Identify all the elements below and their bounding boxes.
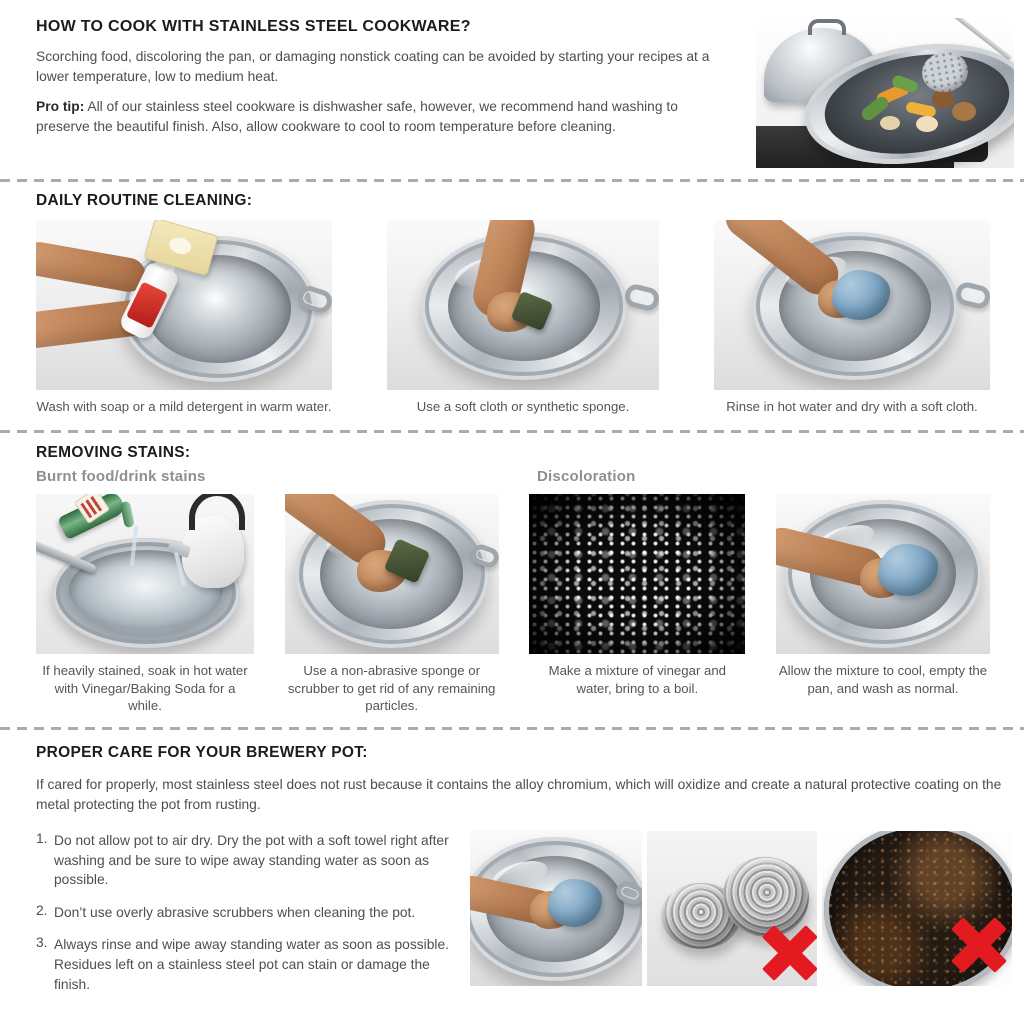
list-text: Do not allow pot to air dry. Dry the pot with a soft towel right after washing and be sure to wipe away standing water as soon as possible. (54, 833, 449, 888)
photo-wok-stirfry (756, 18, 1014, 168)
step-caption: Allow the mixture to cool, empty the pan, and wash as normal. (778, 663, 988, 696)
hand-arm (36, 239, 148, 294)
step-caption: Use a non-abrasive sponge or scrubber to get rid of any remaining particles. (287, 663, 496, 714)
stain-steps-row (36, 494, 990, 715)
list-item (36, 831, 460, 890)
vinegar-bottle-icon (57, 494, 127, 540)
photo-wipe-cool-pan (776, 494, 990, 654)
list-item (36, 935, 460, 994)
photo-boiling-mixture (529, 494, 745, 654)
dark-vignette (529, 494, 745, 654)
pan-handle (954, 280, 990, 311)
photo-cloth-dry (714, 220, 990, 390)
section-heading: DAILY ROUTINE CLEANING: (36, 192, 253, 209)
photo-sponge-wipe (387, 220, 659, 390)
care-photo-no-burnt-residue (822, 831, 1012, 1007)
list-number: 1. (36, 831, 48, 847)
care-photo-dry-towel (470, 831, 642, 1007)
list-text: Always rinse and wipe away standing water as soon as possible. Residues left on a stainless steel pot can stain or damage the finish. (54, 937, 449, 992)
how-to-cook-text (36, 18, 748, 179)
pro-tip-paragraph (36, 97, 718, 136)
stain-step-2 (285, 494, 499, 715)
kettle-icon (182, 516, 244, 588)
daily-steps-row (36, 220, 990, 416)
daily-step-3 (714, 220, 990, 416)
tofu-cube (916, 116, 938, 132)
pro-tip-label: Pro tip: (36, 99, 85, 115)
pan-handle (623, 282, 659, 313)
daily-step-1 (36, 220, 332, 416)
section-how-to-cook (0, 0, 1024, 179)
care-content-row (36, 831, 1012, 1007)
step-caption: Make a mixture of vinegar and water, bring to a boil. (548, 663, 726, 696)
section-removing-stains (0, 433, 1024, 727)
stain-step-3 (529, 494, 745, 715)
step-caption: Wash with soap or a mild detergent in warm water. (36, 399, 332, 414)
section-heading: PROPER CARE FOR YOUR BREWERY POT: (36, 744, 368, 761)
section-heading: HOW TO COOK WITH STAINLESS STEEL COOKWARE? (36, 18, 471, 35)
care-photo-no-steel-wool (647, 831, 817, 1007)
red-x-icon (761, 924, 817, 982)
stain-step-1 (36, 494, 254, 715)
list-number: 2. (36, 902, 48, 918)
step-caption: If heavily stained, soak in hot water with Vinegar/Baking Soda for a while. (42, 663, 248, 714)
section-heading: REMOVING STAINS: (36, 444, 191, 461)
tofu-cube (880, 116, 900, 130)
stain-step-4 (776, 494, 990, 715)
step-caption: Rinse in hot water and dry with a soft cloth. (726, 399, 978, 414)
section-daily-cleaning (0, 182, 1024, 430)
photo-sponge-scrub (285, 494, 499, 654)
pro-tip-text: All of our stainless steel cookware is dishwasher safe, however, we recommend hand washing to preserve the beautiful finish. Also, allow cookware to cool to room temperature before cleaning. (36, 99, 678, 134)
vegetable-mushroom (932, 90, 954, 108)
section-proper-care (0, 730, 1024, 1007)
care-photos-row (470, 831, 1012, 1007)
list-item (36, 903, 460, 923)
intro-paragraph: Scorching food, discoloring the pan, or damaging nonstick coating can be avoided by starting your recipes at a lower temperature, low to medium heat. (36, 49, 710, 84)
stain-subheadings (36, 468, 990, 492)
list-text: Don’t use overly abrasive scrubbers when cleaning the pot. (54, 904, 416, 920)
daily-step-2 (387, 220, 659, 416)
red-x-icon (950, 916, 1008, 974)
photo-steel-scrubbers (647, 831, 817, 986)
step-caption: Use a soft cloth or synthetic sponge. (416, 399, 630, 414)
subheading-discoloration: Discoloration (537, 468, 636, 485)
photo-towel-dry (470, 831, 642, 986)
subheading-burnt-stains: Burnt food/drink stains (36, 468, 206, 485)
photo-spray-detergent (36, 220, 332, 390)
list-number: 3. (36, 935, 48, 951)
care-tips-list (36, 831, 460, 1007)
photo-soak-vinegar (36, 494, 254, 654)
photo-burnt-pan (822, 831, 1012, 986)
vegetable-mushroom (952, 102, 976, 121)
care-intro-paragraph: If cared for properly, most stainless steel does not rust because it contains the alloy chromium, which will oxidize and create a natural protective coating on the metal protecting the pot from rusting. (36, 777, 1002, 812)
